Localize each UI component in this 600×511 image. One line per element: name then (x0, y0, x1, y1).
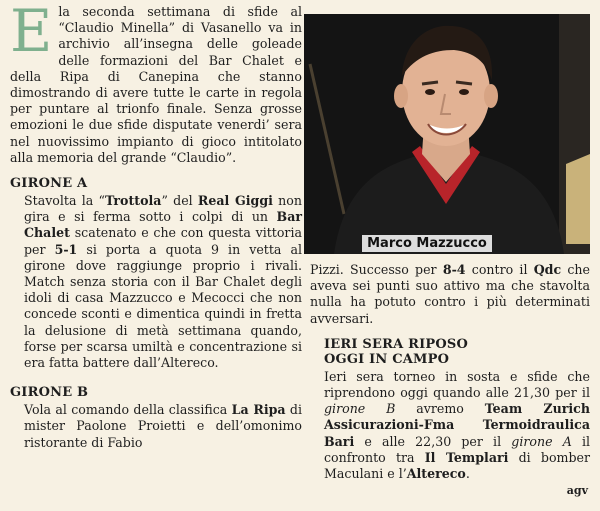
text: scatenato e che con questa vittoria per (24, 225, 302, 257)
score: 5-1 (54, 241, 78, 257)
girone-b-paragraph (10, 402, 302, 451)
text: il confronto tra (324, 433, 591, 465)
text: . (465, 466, 470, 482)
team-name: La Ripa (231, 402, 286, 418)
text: si porta a quota 9 in vetta al girone dove raggiunge proprio i rivali. Match senza storia con il Bar Chalet degli idoli di casa Mazzucco e Mecocci che non concede sconti e dimentica quindi in fretta la delusione di metà settimana quando, forse per scarsa umiltà e concentrazione si era fatta battere dall’Altereco. (24, 241, 302, 371)
photo-caption: Marco Mazzucco (362, 235, 492, 252)
player-photo (304, 14, 590, 254)
heading-line: OGGI IN CAMPO (324, 351, 450, 367)
group-name: girone B (324, 401, 396, 417)
right-column (310, 262, 590, 482)
ieri-sera-heading (310, 337, 590, 367)
portrait-image (304, 14, 590, 254)
team-name: Altereco (406, 466, 466, 482)
team-name: Qdc (533, 262, 562, 277)
text: e alle 22,30 per il (354, 433, 512, 449)
text: non gira e si ferma sotto i colpi di un (24, 193, 302, 225)
author-byline: agv (566, 484, 588, 497)
girone-b-heading: GIRONE B (10, 385, 89, 401)
intro-text: la seconda settimana di sfide al “Claudio Minella” di Vasanello va in archivio all’insegna delle goleade delle formazioni del Bar Chalet e della Ripa di Canepina che stanno dimostrando di avere tutte le carte in regola per puntare al trionfo finale. Senza grosse emozioni le due sfide disputate venerdi’ sera nel nuovissimo impianto di gioco intitolato alla memoria del grande “Claudio”. (10, 4, 302, 165)
left-column (10, 0, 302, 451)
text: ” del (161, 193, 198, 209)
heading-line: IERI SERA RIPOSO (324, 336, 469, 352)
text: avremo (395, 401, 485, 417)
girone-a-heading: GIRONE A (10, 176, 88, 192)
girone-b-continued-paragraph (310, 262, 590, 327)
drop-cap: E (10, 0, 53, 65)
text: contro il (465, 262, 534, 277)
text: di mister Paolone Proietti e dell’omonimo ristorante di Fabio (24, 402, 302, 450)
text: Pizzi. Successo per (310, 262, 443, 277)
text: di bomber Maculani e l’ (324, 449, 591, 482)
team-name: Trottola (104, 193, 162, 209)
team-name: Bar Chalet (24, 209, 302, 241)
text: Vola al comando della classifica (24, 402, 232, 418)
intro-paragraph (10, 0, 302, 166)
team-name: Team Zurich Assicurazioni-Fma Termoidraulica Bari (324, 401, 590, 449)
girone-a-paragraph (10, 193, 302, 371)
text: Stavolta la “ (24, 193, 105, 209)
group-name: girone A (511, 433, 572, 449)
score: 8-4 (442, 262, 466, 277)
text: che aveva sei punti suo attivo ma che stavolta nulla ha potuto contro i più determinati avversari. (310, 262, 590, 326)
text: Ieri sera torneo in sosta e sfide che riprendono oggi quando alle 21,30 per il (324, 368, 590, 401)
ieri-sera-paragraph (310, 369, 590, 482)
team-name: Real Giggi (197, 193, 273, 209)
team-name: Il Templari (424, 449, 509, 465)
